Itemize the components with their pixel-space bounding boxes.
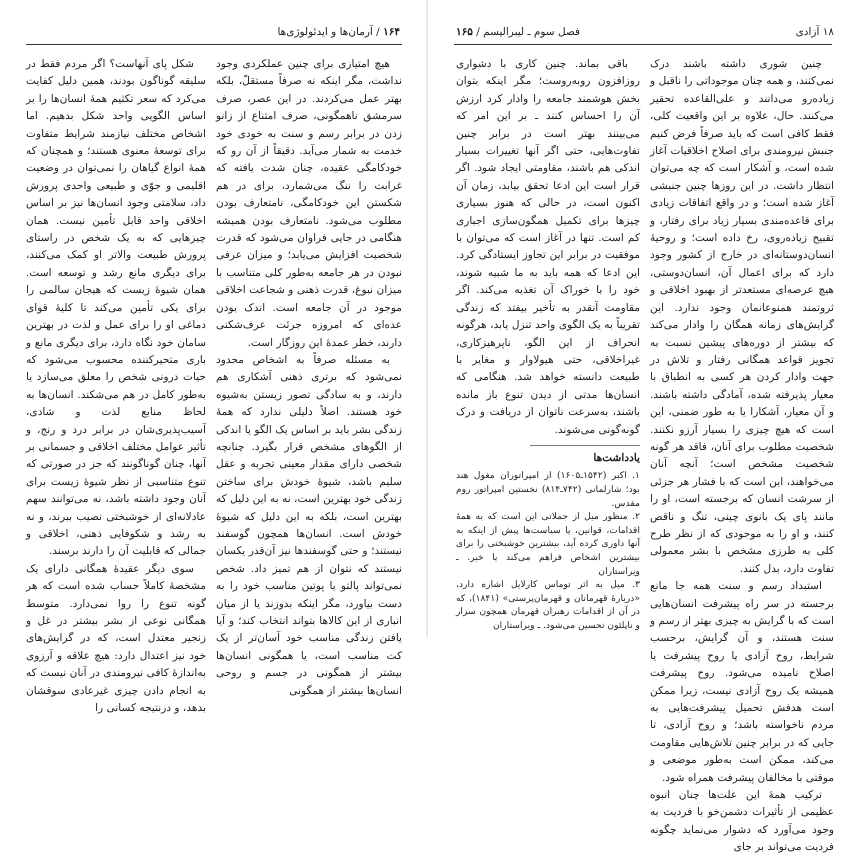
right-page-header: فصل سوم ـ لیبرالیسم / ۱۶۵	[456, 26, 581, 38]
paragraph: سوی دیگر عقیدهٔ همگانی دارای یک مشخصهٔ کاملاً حساب شده است که هر گونه تنوع را روا نمی‌دارد. متوسط همگانی نوعی از بشر بیشتر در غل و زنجیر معتدل است، که در گرایش‌های خود نیز اعتدال دارد: هیچ علاقه و آرزوی به‌اندازهٔ کافی نیرومندی در آنان نیست که به انجام دادن چیزی غیرعادی سوقشان بدهد، و درنتیجه کسانی را	[26, 562, 206, 715]
notes-divider	[530, 445, 640, 446]
paragraph: ترکیب همهٔ این علت‌ها چنان انبوه عظیمی از تأثیرات دشمن‌خو با فردیت به وجود می‌آورد که دشوار می‌نماید چگونه فردیت می‌تواند بر جای	[650, 789, 834, 854]
endnote: ۳. میل به اثر توماس کارلایل اشاره دارد، «دربارهٔ قهرمانان و قهرمان‌پرستی» (۱۸۴۱)، که در آن از اقدامات رهبران قهرمان همچون سزار و ناپلئون تحسین می‌شود. ـ ویراستاران	[456, 579, 640, 631]
right-page-column-outer	[650, 56, 834, 854]
right-page-corner-header	[796, 26, 834, 42]
right-corner-title: ۱۸ آزادی	[795, 26, 834, 38]
right-page-number: ۱۶۵	[456, 26, 473, 38]
paragraph: باقی بماند. چنین کاری با دشواری روزافزون روبه‌روست؛ مگر اینکه بتوان بخش هوشمند جامعه را وادار کرد ارزش آن را احساس کنند ـ بر این امر که می‌بینند بهتر است در برابر چنین تفاوت‌هایی، حتی اگر آنها تغییرات بسیار اندکی هم باشند، مقاومتی ایجاد شود. اگر قرار است این ادعا تحقق بیابد، زمان آن اکنون است، در حالی که هنوز بسیاری چیزها برای تکمیل همگون‌سازی اجباری کم است. تنها در آغاز است که می‌توان با موفقیت در برابر این تجاوز ایستادگی کرد. این ادعا که همه باید به ما شبیه شوند، خود را با خوراک آن تغذیه می‌کند. اگر مقاومت آنقدر به تأخیر بیفتد که زندگی تقریباً به یک الگوی واحد تنزل یابد، هرگونه انحراف از این الگو، ناپرهیزکاری، غیراخلاقی، حتی هیولاوار و مغایر با طبیعت دانسته خواهد شد. هنگامی که انسان‌ها مدتی از دیدن تنوع باز مانده باشند، به‌سرعت ناتوان از دریافت و درک گونه‌گونی می‌شوند.	[456, 58, 640, 436]
left-page-header: ۱۶۴ / آرمان‌ها و ایدئولوژی‌ها	[277, 26, 400, 38]
left-page-column-outer	[26, 56, 206, 715]
right-running-title: فصل سوم ـ لیبرالیسم	[483, 26, 581, 38]
paragraph: شکل پای آنهاست؟ اگر مردم فقط در سلیقه گوناگون بودند، همین دلیل کفایت می‌کرد که سعر تکثیم همهٔ انسان‌ها را بر اساس الگویی واحد شکل بدهیم. اما اشخاص مختلف نیازمند شرایط متفاوت برای توسعهٔ معنوی هستند؛ و همچنان که همهٔ انواع گیاهان را نمی‌توان در وضعیت اقلیمی و جوّی و طبیعی واحدی پرورش داد، سلامتی وجود انسان‌ها نیز بر اساس اخلاقی واحد قابل تأمین نیست. همان چیزهایی که به یک شخص در راستای پرورش طبیعت والاتر او کمک می‌کنند، برای دیگری مانع رشد و توسعه است. همان شیوهٔ زیست که هیجان سالمی را برای یکی تأمین می‌کند تا کلیهٔ قوای دماغی او را برای عمل و لذت در بهترین سامان خود نگاه دارد، برای دیگری مانع و باری متحیرکننده محسوب می‌شود که حیات درونی شخص را معلق می‌سازد یا به‌طور کامل در هم می‌شکند. انسان‌ها به لحاظ منابع لذت و شادی، آسیب‌پذیری‌شان در برابر درد و رنج، و تأثیر عوامل مختلف اخلاقی و جسمانی بر آنها، چنان گوناگونند که جز در صورتی که تنوع متناسبی از نظر شیوهٔ زیست برای آنان وجود داشته باشد، نه می‌توانند سهم عادلانه‌ای از خوشبختی نصیب ببرند، و نه به رشد و شکوفایی ذهنی، اخلاقی و جمالی که قابلیت آن را دارند برسند.	[26, 58, 206, 558]
endnotes	[456, 469, 640, 632]
right-page	[428, 0, 856, 854]
notes-heading: یادداشت‌ها	[593, 451, 640, 464]
left-header-rule	[26, 44, 402, 45]
endnote: ۱. اکبر (۱۵۴۲ـ۱۶۰۵) از امپراتوران مغول هند بود؛ شارلمانی (۷۴۲ـ۸۱۴) نخستین امپراتور روم مقدس.	[456, 470, 640, 509]
left-running-title: آرمان‌ها و ایدئولوژی‌ها	[277, 26, 373, 38]
paragraph: هیچ امتیازی برای چنین عملکردی وجود نداشت، مگر اینکه نه صرفاً مستقلّ، بلکه بهتر عمل می‌کردند. در این عصر، صرف سرمشق ناهمگونی، صرف امتناع از زانو زدن در برابر رسم و سنت به خودی خود خدمت به شمار می‌آید. دقیقاً از آن رو که خودکامگی عقیده، چنان شدت یافته که غرابت را ننگ می‌شمارد، برای در هم شکستن این خودکامگی، نامتعارف بودن مطلوب می‌شود. نامتعارف بودن همیشه هنگامی در جایی فراوان می‌شود که قدرت شخصیت افزایش می‌یابد؛ و میزان عرفی نبودن در هر جامعه به‌طور کلی متناسب با میزان نبوغ، قدرت ذهنی و شجاعت اخلاقی موجود در آن جامعه است. اندک بودن عده‌ای که امروزه جرئت عرف‌شکنی دارند، خطر عمدهٔ این روزگار است.	[216, 58, 402, 349]
paragraph: استبداد رسم و سنت همه جا مانع برجسته در سر راه پیشرفت انسان‌هایی است که با گرایش به چیزی بهتر از رسم و سنت هستند، و آن گرایش، برحسب شرایط، روح آزادی یا روح پیشرفت یا اصلاح نامیده می‌شود. روح پیشرفت همیشه یک روح آزادی نیست، زیرا ممکن است هدفش تحمیل پیشرفت‌هایی به مردم ناخواسته باشد؛ و روح آزادی، تا جایی که در برابر چنین تلاش‌هایی مقاومت می‌کند، ممکن است به‌طور موضعی و موقتی با مخالفان پیشرفت همراه شود.	[650, 580, 834, 784]
right-header-rule	[454, 44, 832, 45]
right-page-column-inner	[456, 56, 640, 631]
paragraph: چنین شوری داشته باشند درک نمی‌کنند، و همه چنان موجوداتی را ناقبل و زیاده‌رو می‌دانند و علی‌القاعده تحقیر می‌کنند. حال، علاوه بر این واقعیت کلی، فقط کافی است که باید صرفاً فرض کنیم جنبش نیرومندی برای اصلاح اخلاقیات آغاز شده است، و آشکار است که چه می‌توان انتظار داشت. در این روزها چنین جنبشی آغاز شده است؛ و در واقع اتفاقات زیادی برای قاعده‌مندی بسیار زیاد برای رفتار، و تقبیح زیاده‌روی، رخ داده است؛ و روحیهٔ انسان‌دوستانه‌ای در خارج از کشور وجود دارد که برای اعمال آن، انسان‌دوستی، هیچ عرصه‌ای مستعدتر از بهبود اخلاقی و ثروتمند همنوعانمان وجود ندارد. این گرایش‌های زمانه همگان را وادار می‌کند که بیشتر از دوره‌های پیشین نسبت به تجویز قواعد همگانی رفتار و تلاش در جهت وادار کردن هر کسی به انطباق با معیار پذیرفته شده، آمادگی داشته باشند. و آن معیار، آشکارا یا به طور ضمنی، این است که هیچ چیزی را بسیار آرزو نکنند. شخصیت مطلوب برای آنان، فاقد هر گونه شخصیت مشخص است؛ آنچه آنان می‌خواهند، این است که با فشار هر جزئی از سرشت انسان که برجسته است، او را مانند پای یک بانوی چینی، تنگ و ناقص کنند، و او را به موجودی که از نظر طرح کلی به طرزی مشخص با بشر معمولی تفاوت دارد، بدل کنند.	[650, 58, 834, 575]
endnote: ۲. منظور میل از جملاتی این است که به همهٔ اقدامات، قوانین، یا سیاست‌ها پیش از اینکه به آنها داوری کرده آید، بیشترین خوشبختی را برای بیشترین اشخاص فراهم می‌کند یا خیر. ـ ویراستاران	[456, 511, 640, 577]
left-page-column-inner	[216, 56, 402, 697]
paragraph: به مسئله صرفاً به اشخاص محدود نمی‌شود که برتری ذهنی آشکاری هم دارند، و به سادگی تصور زیستن به‌شیوه خود هستند. اصلاً دلیلی ندارد که همهٔ زندگی بشر باید بر اساس یک الگو یا اندکی از الگوهای مشخص قرار بگیرد. چنانچه شخصی دارای مقدار معینی تجربه و عقل سلیم باشد، شیوهٔ خودش برای ساختن زندگی خود بهترین است، نه به این دلیل که بهترین است، بلکه به این دلیل که شیوهٔ خودش است. انسان‌ها همچون گوسفند نیستند؛ و حتی گوسفندها نیز آن‌قدر یکسان نیستند که نتوان از هم تمیز داد. شخص نمی‌تواند پالتو یا پوتین مناسب خود را به دست بیاورد، مگر اینکه بدوزند یا از میان انباری از این کالاها بتواند انتخاب کند؛ و آیا یافتن زندگی مناسب خود آسان‌تر از یک کت مناسب است، یا همگونی انسان‌ها بیشتر از همگونی در جسم و روحی انسان‌ها بیشتر از همگونی	[216, 353, 402, 697]
left-page	[0, 0, 428, 715]
left-page-number: ۱۶۴	[383, 26, 400, 38]
